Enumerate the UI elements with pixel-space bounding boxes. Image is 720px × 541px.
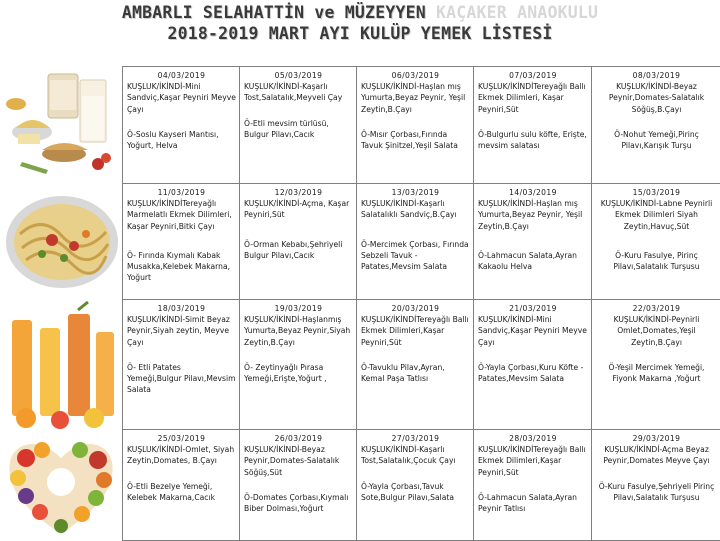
snack-menu: KUŞLUK/İKİNDİ-Simit Beyaz Peynir,Siyah zeytin, Meyve Çayı xyxy=(127,314,236,348)
day-cell xyxy=(123,184,240,300)
lunch-menu: Ö- Zeytinyağlı Pırasa Yemeği,Erişte,Yoğurt , xyxy=(244,362,353,384)
lunch-menu: Ö-Etli Bezelye Yemeği, Kelebek Makarna,Cacık xyxy=(127,481,236,503)
day-cell xyxy=(474,67,592,184)
snack-menu: KUŞLUK/İKİNDİ-Haşlan mış Yumurta,Beyaz Peynir, Yeşil Zeytin,B.Çayı xyxy=(478,198,588,232)
snack-menu: KUŞLUK/İKİNDİ-Haşlanmış Yumurta,Beyaz Peynir,Siyah Zeytin,B.Çayı xyxy=(244,314,353,348)
lunch-menu: Ö-Etli mevsim türlüsü, Bulgur Pilavı,Cacık xyxy=(244,118,353,140)
day-cell xyxy=(474,430,592,541)
day-cell xyxy=(240,300,357,430)
lunch-menu: Ö- Etli Patates Yemeği,Bulgur Pilavı,Mevsim Salata xyxy=(127,362,236,396)
lunch-menu: Ö-Nohut Yemeği,Pirinç Pilavı,Karışık Turşu xyxy=(596,129,717,151)
breakfast-food-photo xyxy=(2,66,120,184)
day-date: 12/03/2019 xyxy=(244,187,353,198)
day-cell xyxy=(240,430,357,541)
week-row xyxy=(123,430,720,541)
day-cell xyxy=(357,184,474,300)
snack-menu: KUŞLUK/İKİNDİ-Labne Peynirli Ekmek Dilimleri Siyah Zeytin,Havuç,Süt xyxy=(596,198,717,232)
lunch-menu: Ö- Fırında Kıymalı Kabak Musakka,Kelebek Makarna, Yoğurt xyxy=(127,250,236,284)
fruit-heart-photo xyxy=(2,430,120,540)
title-school-name: AMBARLI SELAHATTİN ve MÜZEYYEN xyxy=(122,3,436,22)
day-date: 28/03/2019 xyxy=(478,433,588,444)
day-cell xyxy=(240,184,357,300)
snack-menu: KUŞLUK/İKİNDİTereyağlı Ballı Ekmek Dilimleri,Kaşar Peyniri,Süt xyxy=(478,444,588,478)
lunch-menu: Ö-Soslu Kayseri Mantısı, Yoğurt, Helva xyxy=(127,129,236,151)
day-cell xyxy=(592,184,720,300)
day-date: 06/03/2019 xyxy=(361,70,470,81)
day-date: 18/03/2019 xyxy=(127,303,236,314)
day-date: 27/03/2019 xyxy=(361,433,470,444)
snack-menu: KUŞLUK/İKİNDİ-Beyaz Peynir,Domates-Salatalık Söğüş,Süt xyxy=(244,444,353,478)
snack-menu: KUŞLUK/İKİNDİ-Mini Sandviç,Kaşar Peyniri Meyve Çayı xyxy=(127,81,236,115)
snack-menu: KUŞLUK/İKİNDİ-Beyaz Peynir,Domates-Salatalık Söğüş,B.Çayı xyxy=(596,81,717,115)
snack-menu: KUŞLUK/İKİNDİTereyağlı Marmelatlı Ekmek Dilimleri, Kaşar Peyniri,Bitki Çayı xyxy=(127,198,236,232)
day-date: 07/03/2019 xyxy=(478,70,588,81)
day-date: 15/03/2019 xyxy=(596,187,717,198)
page-title-line2: 2018-2019 MART AYI KULÜP YEMEK LİSTESİ xyxy=(0,24,720,43)
day-cell xyxy=(474,300,592,430)
fruit-juice-glasses-photo xyxy=(2,300,120,430)
day-date: 13/03/2019 xyxy=(361,187,470,198)
day-date: 29/03/2019 xyxy=(596,433,717,444)
title-school-name-accent: KAÇAKER ANAOKULU xyxy=(436,3,598,22)
snack-menu: KUŞLUK/İKİNDİTereyağlı Ballı Ekmek Dilimleri, Kaşar Peyniri,Süt xyxy=(478,81,588,115)
photo-column xyxy=(0,66,122,540)
lunch-menu: Ö-Mercimek Çorbası, Fırında Sebzeli Tavuk - Patates,Mevsim Salata xyxy=(361,239,470,273)
lunch-menu: Ö-Lahmacun Salata,Ayran Peynir Tatlısı xyxy=(478,492,588,514)
menu-table xyxy=(122,66,720,541)
snack-menu: KUŞLUK/İKİNDİTereyağlı Ballı Ekmek Dilimleri,Kaşar Peyniri,Süt xyxy=(361,314,470,348)
day-cell xyxy=(123,430,240,541)
day-date: 04/03/2019 xyxy=(127,70,236,81)
day-date: 26/03/2019 xyxy=(244,433,353,444)
snack-menu: KUŞLUK/İKİNDİ-Açma Beyaz Peynir,Domates Meyve Çayı xyxy=(596,444,717,466)
snack-menu: KUŞLUK/İKİNDİ-Kaşarlı Tost,Salatalık,Meyveli Çay xyxy=(244,81,353,103)
lunch-menu: Ö-Orman Kebabı,Şehriyeli Bulgur Pilavı,Cacık xyxy=(244,239,353,261)
page-title-line1 xyxy=(0,3,720,22)
day-cell xyxy=(123,67,240,184)
lunch-menu: Ö-Bulgurlu sulu köfte, Erişte, mevsim salatası xyxy=(478,129,588,151)
day-date: 25/03/2019 xyxy=(127,433,236,444)
day-date: 11/03/2019 xyxy=(127,187,236,198)
day-date: 05/03/2019 xyxy=(244,70,353,81)
day-cell xyxy=(357,300,474,430)
day-date: 19/03/2019 xyxy=(244,303,353,314)
lunch-menu: Ö-Mısır Çorbası,Fırında Tavuk Şinitzel,Yeşil Salata xyxy=(361,129,470,151)
lunch-menu: Ö-Yayla Çorbası,Tavuk Sote,Bulgur Pilavı,Salata xyxy=(361,481,470,503)
day-cell xyxy=(357,67,474,184)
snack-menu: KUŞLUK/İKİNDİ-Mini Sandviç,Kaşar Peyniri Meyve Çayı xyxy=(478,314,588,348)
lunch-menu: Ö-Kuru Fasulye, Pirinç Pilavı,Salatalık Turşusu xyxy=(596,250,717,272)
day-cell xyxy=(240,67,357,184)
week-row xyxy=(123,300,720,430)
snack-menu: KUŞLUK/İKİNDİ-Açma, Kaşar Peyniri,Süt xyxy=(244,198,353,220)
lunch-menu: Ö-Kuru Fasulye,Şehriyeli Pirinç Pilavı,Salatalık Turşusu xyxy=(596,481,717,503)
lunch-menu: Ö-Yayla Çorbası,Kuru Köfte -Patates,Mevsim Salata xyxy=(478,362,588,384)
snack-menu: KUŞLUK/İKİNDİ-Omlet, Siyah Zeytin,Domates, B.Çayı xyxy=(127,444,236,466)
day-date: 21/03/2019 xyxy=(478,303,588,314)
day-cell xyxy=(592,67,720,184)
snack-menu: KUŞLUK/İKİNDİ-Peynirli Omlet,Domates,Yeşil Zeytin,B.Çayı xyxy=(596,314,717,348)
day-cell xyxy=(474,184,592,300)
day-date: 14/03/2019 xyxy=(478,187,588,198)
snack-menu: KUŞLUK/İKİNDİ-Haşlan mış Yumurta,Beyaz Peynir, Yeşil Zeytin,B.Çayı xyxy=(361,81,470,115)
day-date: 22/03/2019 xyxy=(596,303,717,314)
lunch-menu: Ö-Domates Çorbası,Kıymalı Biber Dolması,Yoğurt xyxy=(244,492,353,514)
snack-menu: KUŞLUK/İKİNDİ-Kaşarlı Tost,Salatalık,Çocuk Çayı xyxy=(361,444,470,466)
week-row xyxy=(123,184,720,300)
snack-menu: KUŞLUK/İKİNDİ-Kaşarlı Salatalıklı Sandviç,B.Çayı xyxy=(361,198,470,220)
pasta-plate-photo xyxy=(2,184,120,300)
day-date: 08/03/2019 xyxy=(596,70,717,81)
lunch-menu: Ö-Lahmacun Salata,Ayran Kakaolu Helva xyxy=(478,250,588,272)
day-cell xyxy=(592,430,720,541)
day-cell xyxy=(123,300,240,430)
day-date: 20/03/2019 xyxy=(361,303,470,314)
day-cell xyxy=(357,430,474,541)
lunch-menu: Ö-Tavuklu Pilav,Ayran, Kemal Paşa Tatlısı xyxy=(361,362,470,384)
week-row xyxy=(123,67,720,184)
day-cell xyxy=(592,300,720,430)
lunch-menu: Ö-Yeşil Mercimek Yemeği, Fiyonk Makarna ,Yoğurt xyxy=(596,362,717,384)
